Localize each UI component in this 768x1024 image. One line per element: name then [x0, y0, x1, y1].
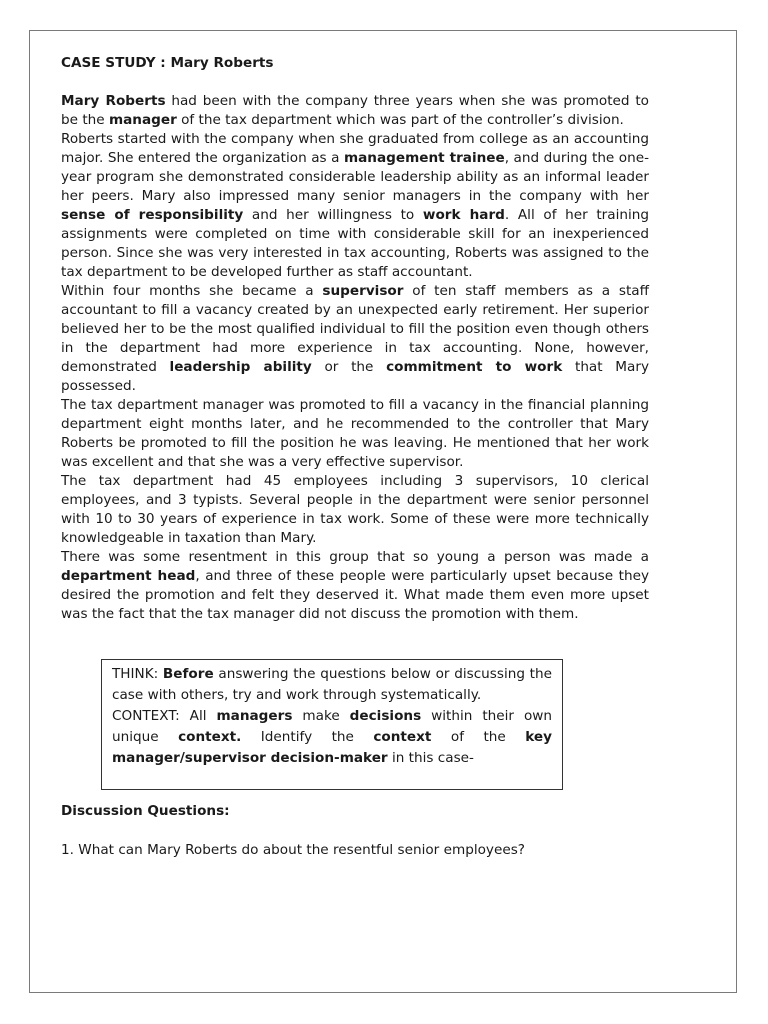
paragraph-2	[61, 130, 649, 282]
paragraph-1	[61, 92, 649, 130]
text: . All of her training assignments were completed on time with considerable skill for an inexperienced person. Since she was very interested in tax accounting, Roberts was assigned to the tax department to be developed further as staff accountant.	[61, 207, 649, 280]
discussion-heading-text: Discussion Questions:	[61, 803, 230, 819]
text: of the tax department which was part of the controller’s division.	[176, 112, 624, 128]
think-instruction	[112, 664, 552, 706]
title-prefix: CASE STUDY :	[61, 55, 171, 71]
paragraph-3	[61, 282, 649, 396]
text: Identify the	[241, 729, 374, 745]
text: , and during the one-year program she demonstrated considerable leadership ability as an informal leader her peers. Mary also impressed many senior managers in the company with her	[61, 150, 649, 204]
bold-leadership: leadership ability	[169, 359, 312, 375]
bold-department-head: department head	[61, 568, 196, 584]
text: had been with the company three years when she was promoted to be the	[61, 93, 649, 128]
bold-work-hard: work hard	[422, 207, 505, 223]
bold-supervisor: supervisor	[322, 283, 404, 299]
bold-context-2: context	[373, 729, 432, 745]
bold-trainee: management trainee	[343, 150, 505, 166]
text: within their own unique	[112, 708, 553, 745]
text: There was some resentment in this group that so young a person was made a	[61, 549, 649, 565]
discussion-heading	[61, 802, 649, 821]
title-name: Mary Roberts	[170, 55, 274, 71]
think-box	[101, 659, 563, 790]
paragraph-6	[61, 548, 649, 624]
text: make	[292, 708, 350, 724]
text: of the	[431, 729, 526, 745]
bold-name: Mary Roberts	[61, 93, 166, 109]
paragraph-5: The tax department had 45 employees including 3 supervisors, 10 clerical employees, and 3 typists. Several people in the department were senior personnel with 10 to 30 years of experience in tax work. Some of these were more technically knowledgeable in taxation than Mary.	[61, 473, 649, 546]
text: Within four months she became a	[61, 283, 323, 299]
bold-manager: manager	[108, 112, 177, 128]
bold-context: context.	[178, 729, 242, 745]
bold-key-decision-maker: key manager/supervisor decision-maker	[112, 729, 553, 766]
text: of ten staff members as a staff accountant to fill a vacancy created by an unexpected early retirement. Her superior believed her to be the most qualified individual to fill the position even though others in the department had more experience in tax accounting. None, however, demonstrated	[61, 283, 649, 375]
bold-decisions: decisions	[349, 708, 422, 724]
text: in this case-	[387, 750, 474, 766]
case-study-body	[61, 54, 649, 624]
text: or the	[311, 359, 387, 375]
bold-commitment: commitment to work	[386, 359, 563, 375]
question-1: 1. What can Mary Roberts do about the resentful senior employees?	[61, 842, 525, 858]
text: Roberts started with the company when she graduated from college as an accounting major. She entered the organization as a	[61, 131, 649, 166]
text: and her willingness to	[243, 207, 423, 223]
text: answering the questions below or discussing the case with others, try and work through systematically.	[112, 666, 552, 703]
bold-managers: managers	[216, 708, 293, 724]
text: , and three of these people were particularly upset because they desired the promotion and felt they deserved it. What made them even more upset was the fact that the tax manager did not discuss the promotion with them.	[61, 568, 649, 622]
text: that Mary possessed.	[61, 359, 649, 394]
bold-responsibility: sense of responsibility	[61, 207, 244, 223]
text: THINK:	[112, 666, 163, 682]
bold-before: Before	[162, 666, 214, 682]
context-instruction	[112, 706, 552, 769]
paragraph-4: The tax department manager was promoted to fill a vacancy in the financial planning department eight months later, and he recommended to the controller that Mary Roberts be promoted to fill the position he was leaving. He mentioned that her work was excellent and that she was a very effective supervisor.	[61, 397, 649, 470]
case-title	[61, 54, 649, 73]
text: CONTEXT: All	[112, 708, 217, 724]
